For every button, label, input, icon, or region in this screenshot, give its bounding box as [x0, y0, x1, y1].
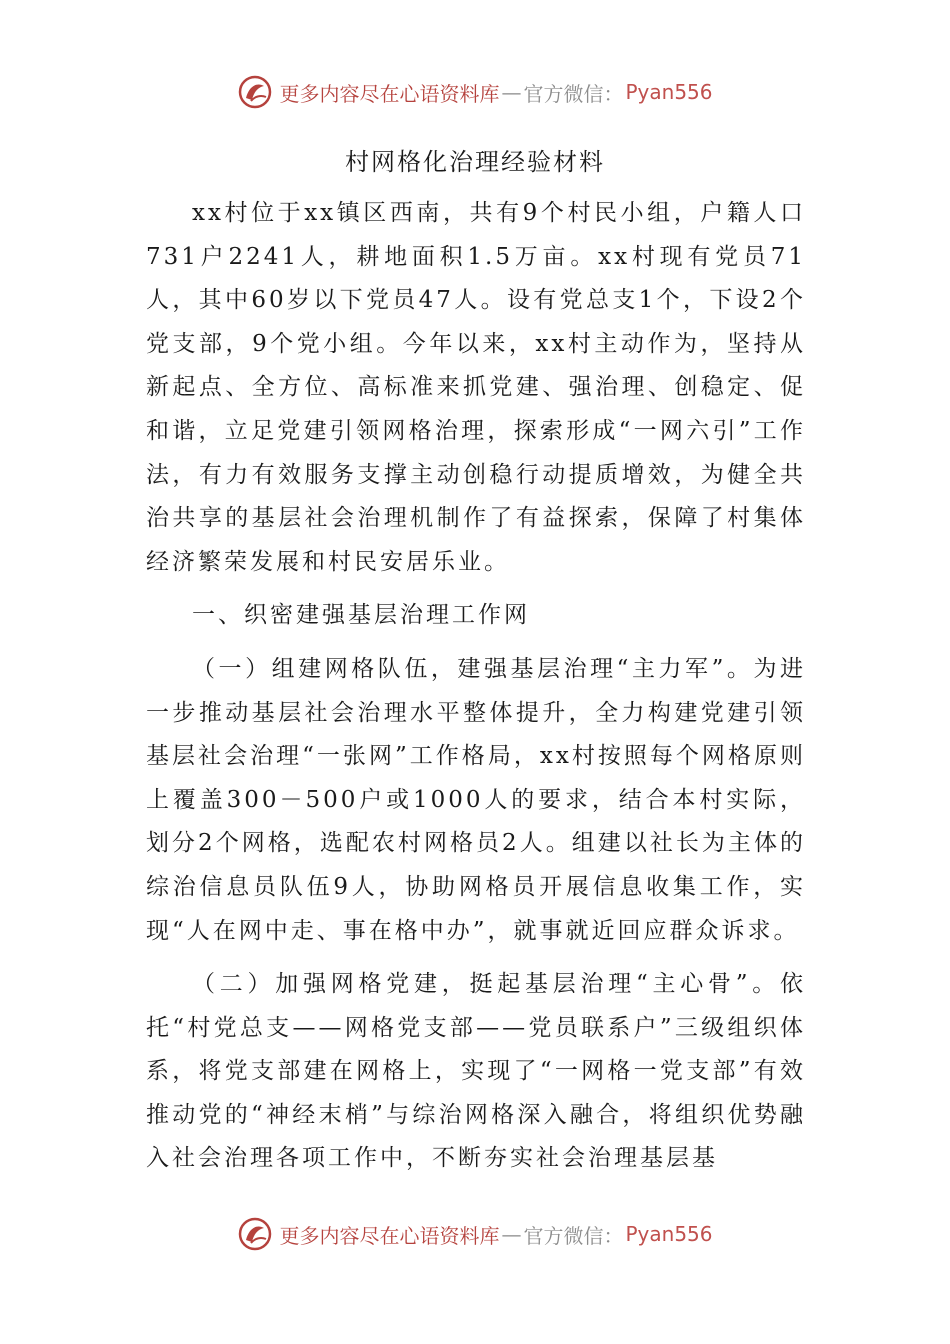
banner-text: 更多内容尽在心语资料库: [279, 1223, 500, 1248]
banner-separator: —: [501, 1222, 522, 1246]
footer-banner: [0, 1214, 950, 1254]
document-title: 村网格化治理经验材料: [345, 148, 605, 176]
section-heading: 一、织密建强基层治理工作网: [192, 602, 530, 629]
paragraph-section-2: （二）加强网格党建，挺起基层治理“主心骨”。依托“村党总支——网格党支部——党员联系户”三级组织体系，将党支部建在网格上，实现了“一网格一党支部”有效推动党的“神经末梢”与综治网格深入融合，将组织优势融入社会治理各项工作中，不断夯实社会治理基层基: [146, 971, 806, 1172]
banner-separator: —: [501, 80, 522, 104]
wechat-label: 官方微信：: [523, 1223, 624, 1248]
paragraph-intro: xx村位于xx镇区西南，共有9个村民小组，户籍人口731户2241人，耕地面积1.5万亩。xx村现有党员71人，其中60岁以下党员47人。设有党总支1个，下设2个党支部，9个党小组。今年以来，xx村主动作为，坚持从新起点、全方位、高标准来抓党建、强治理、创稳定、促和谐，立足党建引领网格治理，探索形成“一网六引”工作法，有力有效服务支撑主动创稳行动提质增效，为健全共治共享的基层社会治理机制作了有益探索，保障了村集体经济繁荣发展和村民安居乐业。: [146, 200, 806, 575]
logo-icon: [237, 74, 273, 110]
wechat-id: Pyan556: [625, 1222, 713, 1246]
document-body: [146, 192, 806, 1181]
logo-icon: [237, 1216, 273, 1252]
wechat-label: 官方微信：: [523, 81, 624, 106]
header-banner: [0, 72, 950, 112]
paragraph-section-1: （一）组建网格队伍，建强基层治理“主力军”。为进一步推动基层社会治理水平整体提升，全力构建党建引领基层社会治理“一张网”工作格局，xx村按照每个网格原则上覆盖300－500户或1000人的要求，结合本村实际，划分2个网格，选配农村网格员2人。组建以社长为主体的综治信息员队伍9人，协助网格员开展信息收集工作，实现“人在网中走、事在格中办”，就事就近回应群众诉求。: [146, 655, 806, 944]
banner-text: 更多内容尽在心语资料库: [279, 81, 500, 106]
wechat-id: Pyan556: [625, 80, 713, 104]
